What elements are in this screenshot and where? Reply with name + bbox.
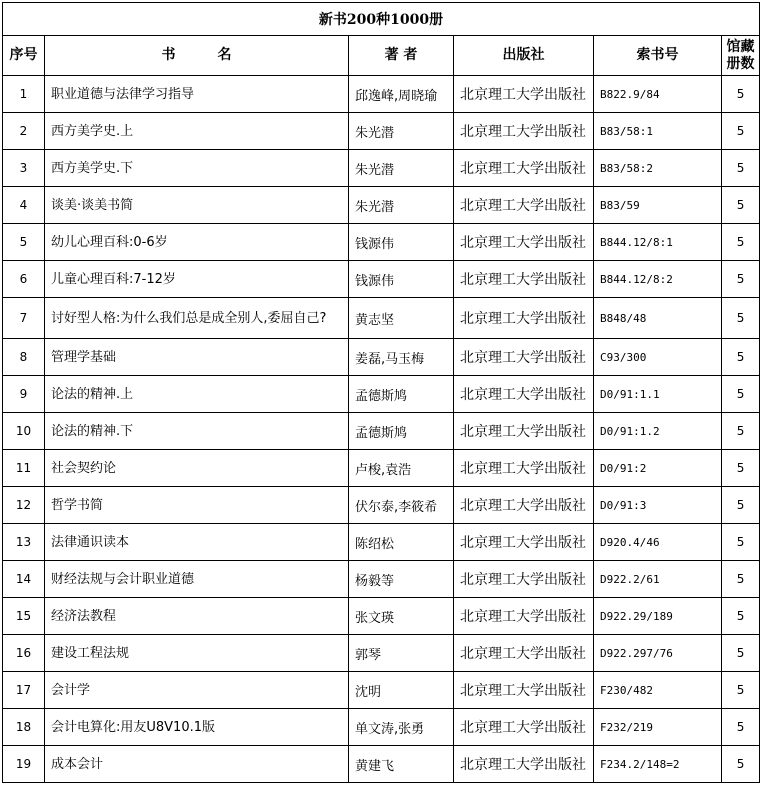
cell-author: 郭琴 xyxy=(349,635,454,672)
cell-copies: 5 xyxy=(722,298,760,339)
cell-copies: 5 xyxy=(722,187,760,224)
cell-title: 会计学 xyxy=(45,672,349,709)
cell-author: 杨毅等 xyxy=(349,561,454,598)
cell-title: 职业道德与法律学习指导 xyxy=(45,76,349,113)
cell-publisher: 北京理工大学出版社 xyxy=(454,339,594,376)
cell-copies: 5 xyxy=(722,561,760,598)
cell-author: 邱逸峰,周晓瑜 xyxy=(349,76,454,113)
cell-publisher: 北京理工大学出版社 xyxy=(454,450,594,487)
header-call-number: 索书号 xyxy=(594,36,722,76)
cell-call-number: D920.4/46 xyxy=(594,524,722,561)
cell-call-number: D0/91:3 xyxy=(594,487,722,524)
cell-index: 18 xyxy=(3,709,45,746)
cell-call-number: D922.2/61 xyxy=(594,561,722,598)
cell-index: 13 xyxy=(3,524,45,561)
cell-title: 幼儿心理百科:0-6岁 xyxy=(45,224,349,261)
cell-publisher: 北京理工大学出版社 xyxy=(454,150,594,187)
cell-author: 张文瑛 xyxy=(349,598,454,635)
cell-title: 讨好型人格:为什么我们总是成全别人,委屈自己? xyxy=(45,298,349,339)
cell-index: 16 xyxy=(3,635,45,672)
cell-publisher: 北京理工大学出版社 xyxy=(454,113,594,150)
cell-call-number: D0/91:1.1 xyxy=(594,376,722,413)
cell-call-number: F230/482 xyxy=(594,672,722,709)
cell-index: 5 xyxy=(3,224,45,261)
cell-title: 经济法教程 xyxy=(45,598,349,635)
cell-author: 钱源伟 xyxy=(349,224,454,261)
cell-publisher: 北京理工大学出版社 xyxy=(454,672,594,709)
cell-call-number: B822.9/84 xyxy=(594,76,722,113)
book-list-table xyxy=(2,2,760,783)
cell-index: 19 xyxy=(3,746,45,783)
cell-call-number: D922.29/189 xyxy=(594,598,722,635)
cell-call-number: F234.2/148=2 xyxy=(594,746,722,783)
cell-copies: 5 xyxy=(722,339,760,376)
table-row xyxy=(3,76,760,113)
cell-copies: 5 xyxy=(722,524,760,561)
table-row xyxy=(3,635,760,672)
cell-title: 财经法规与会计职业道德 xyxy=(45,561,349,598)
header-author: 著 者 xyxy=(349,36,454,76)
cell-copies: 5 xyxy=(722,150,760,187)
table-row xyxy=(3,598,760,635)
cell-title: 谈美·谈美书简 xyxy=(45,187,349,224)
cell-author: 陈绍松 xyxy=(349,524,454,561)
cell-call-number: B83/58:1 xyxy=(594,113,722,150)
cell-copies: 5 xyxy=(722,635,760,672)
cell-call-number: F232/219 xyxy=(594,709,722,746)
cell-index: 17 xyxy=(3,672,45,709)
cell-index: 6 xyxy=(3,261,45,298)
table-title: 新书200种1000册 xyxy=(3,3,760,36)
cell-publisher: 北京理工大学出版社 xyxy=(454,187,594,224)
cell-call-number: B848/48 xyxy=(594,298,722,339)
cell-title: 会计电算化:用友U8V10.1版 xyxy=(45,709,349,746)
cell-author: 朱光潜 xyxy=(349,150,454,187)
cell-publisher: 北京理工大学出版社 xyxy=(454,413,594,450)
cell-author: 朱光潜 xyxy=(349,187,454,224)
cell-author: 朱光潜 xyxy=(349,113,454,150)
cell-index: 11 xyxy=(3,450,45,487)
cell-copies: 5 xyxy=(722,598,760,635)
cell-author: 伏尔泰,李筱希 xyxy=(349,487,454,524)
cell-publisher: 北京理工大学出版社 xyxy=(454,224,594,261)
cell-publisher: 北京理工大学出版社 xyxy=(454,709,594,746)
cell-copies: 5 xyxy=(722,746,760,783)
table-row xyxy=(3,561,760,598)
table-row xyxy=(3,672,760,709)
cell-author: 钱源伟 xyxy=(349,261,454,298)
cell-author: 单文涛,张勇 xyxy=(349,709,454,746)
cell-title: 论法的精神.上 xyxy=(45,376,349,413)
table-row xyxy=(3,487,760,524)
cell-call-number: C93/300 xyxy=(594,339,722,376)
cell-title: 法律通识读本 xyxy=(45,524,349,561)
cell-call-number: D0/91:2 xyxy=(594,450,722,487)
header-publisher: 出版社 xyxy=(454,36,594,76)
cell-index: 14 xyxy=(3,561,45,598)
cell-title: 社会契约论 xyxy=(45,450,349,487)
cell-author: 姜磊,马玉梅 xyxy=(349,339,454,376)
cell-title: 西方美学史.下 xyxy=(45,150,349,187)
cell-author: 黄志坚 xyxy=(349,298,454,339)
cell-copies: 5 xyxy=(722,450,760,487)
cell-publisher: 北京理工大学出版社 xyxy=(454,598,594,635)
cell-index: 1 xyxy=(3,76,45,113)
cell-publisher: 北京理工大学出版社 xyxy=(454,376,594,413)
table-row xyxy=(3,113,760,150)
cell-index: 4 xyxy=(3,187,45,224)
cell-publisher: 北京理工大学出版社 xyxy=(454,746,594,783)
cell-author: 黄建飞 xyxy=(349,746,454,783)
cell-index: 12 xyxy=(3,487,45,524)
table-row xyxy=(3,524,760,561)
cell-title: 哲学书简 xyxy=(45,487,349,524)
cell-index: 15 xyxy=(3,598,45,635)
cell-index: 2 xyxy=(3,113,45,150)
cell-copies: 5 xyxy=(722,261,760,298)
cell-publisher: 北京理工大学出版社 xyxy=(454,635,594,672)
cell-call-number: D922.297/76 xyxy=(594,635,722,672)
cell-call-number: D0/91:1.2 xyxy=(594,413,722,450)
cell-index: 10 xyxy=(3,413,45,450)
cell-publisher: 北京理工大学出版社 xyxy=(454,298,594,339)
cell-index: 7 xyxy=(3,298,45,339)
cell-index: 8 xyxy=(3,339,45,376)
cell-call-number: B844.12/8:2 xyxy=(594,261,722,298)
cell-call-number: B83/59 xyxy=(594,187,722,224)
cell-copies: 5 xyxy=(722,76,760,113)
cell-publisher: 北京理工大学出版社 xyxy=(454,524,594,561)
cell-publisher: 北京理工大学出版社 xyxy=(454,76,594,113)
header-title: 书 名 xyxy=(45,36,349,76)
table-row xyxy=(3,376,760,413)
table-row xyxy=(3,413,760,450)
cell-call-number: B83/58:2 xyxy=(594,150,722,187)
cell-author: 沈明 xyxy=(349,672,454,709)
cell-title: 建设工程法规 xyxy=(45,635,349,672)
cell-title: 管理学基础 xyxy=(45,339,349,376)
cell-index: 9 xyxy=(3,376,45,413)
cell-copies: 5 xyxy=(722,113,760,150)
cell-publisher: 北京理工大学出版社 xyxy=(454,261,594,298)
cell-copies: 5 xyxy=(722,672,760,709)
table-row xyxy=(3,746,760,783)
cell-copies: 5 xyxy=(722,224,760,261)
table-row xyxy=(3,187,760,224)
table-row xyxy=(3,224,760,261)
cell-title: 成本会计 xyxy=(45,746,349,783)
cell-author: 孟德斯鸠 xyxy=(349,413,454,450)
cell-title: 儿童心理百科:7-12岁 xyxy=(45,261,349,298)
cell-publisher: 北京理工大学出版社 xyxy=(454,487,594,524)
header-index: 序号 xyxy=(3,36,45,76)
cell-author: 卢梭,袁浩 xyxy=(349,450,454,487)
table-row xyxy=(3,339,760,376)
cell-call-number: B844.12/8:1 xyxy=(594,224,722,261)
header-copies: 馆藏册数 xyxy=(722,36,760,76)
table-row xyxy=(3,298,760,339)
cell-title: 西方美学史.上 xyxy=(45,113,349,150)
table-row xyxy=(3,150,760,187)
cell-publisher: 北京理工大学出版社 xyxy=(454,561,594,598)
cell-author: 孟德斯鸠 xyxy=(349,376,454,413)
table-row xyxy=(3,709,760,746)
cell-copies: 5 xyxy=(722,709,760,746)
cell-title: 论法的精神.下 xyxy=(45,413,349,450)
cell-copies: 5 xyxy=(722,376,760,413)
cell-index: 3 xyxy=(3,150,45,187)
cell-copies: 5 xyxy=(722,413,760,450)
table-row xyxy=(3,261,760,298)
table-row xyxy=(3,450,760,487)
cell-copies: 5 xyxy=(722,487,760,524)
